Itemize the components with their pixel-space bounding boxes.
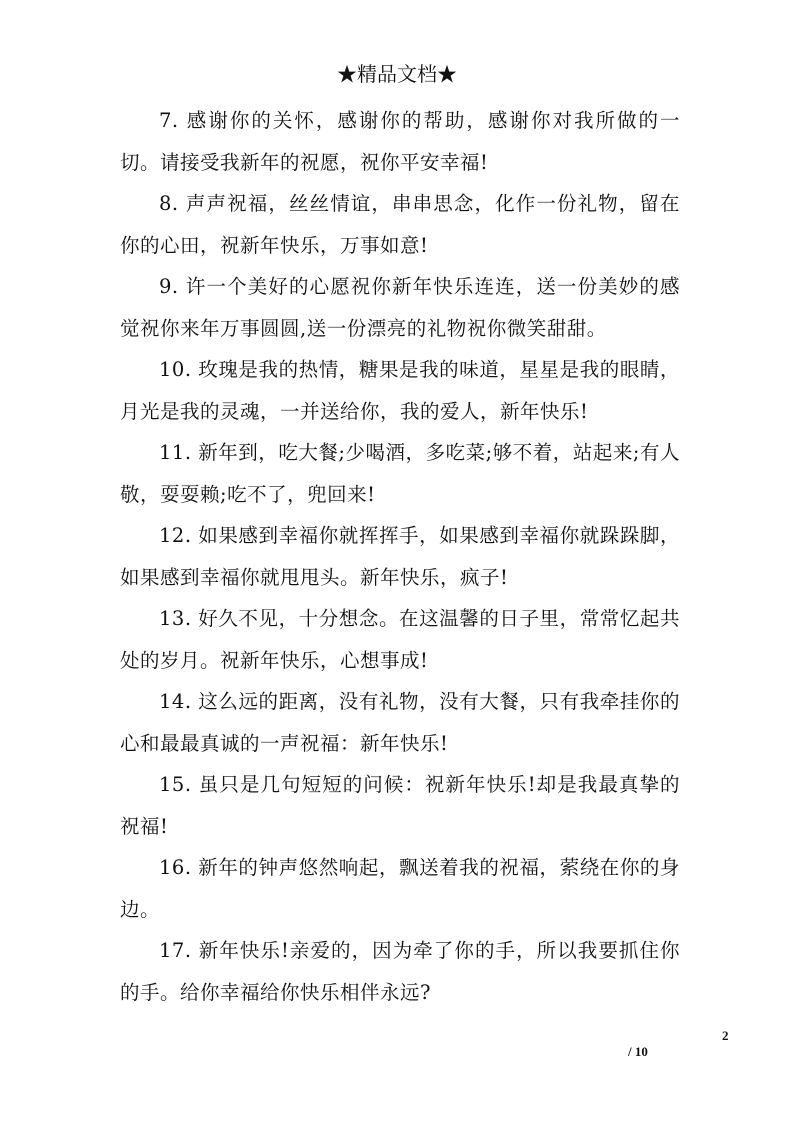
document-body — [120, 100, 680, 1013]
paragraph-7: 7. 感谢你的关怀，感谢你的帮助，感谢你对我所做的一切。请接受我新年的祝愿，祝你平安幸福! — [120, 109, 680, 174]
paragraph-13: 13. 好久不见，十分想念。在这温馨的日子里，常常忆起共处的岁月。祝新年快乐，心想事成! — [120, 607, 680, 672]
paragraph-11: 11. 新年到，吃大餐;少喝酒，多吃菜;够不着，站起来;有人敬，耍耍赖;吃不了，兜回来! — [120, 441, 680, 506]
paragraph-9: 9. 许一个美好的心愿祝你新年快乐连连，送一份美妙的感觉祝你来年万事圆圆,送一份漂亮的礼物祝你微笑甜甜。 — [120, 275, 680, 340]
paragraph-15: 15. 虽只是几句短短的问候：祝新年快乐!却是我最真挚的祝福! — [120, 773, 680, 838]
paragraph-16: 16. 新年的钟声悠然响起，飘送着我的祝福，萦绕在你的身边。 — [120, 856, 680, 921]
page-total: / 10 — [628, 1044, 648, 1059]
page-header-title: ★精品文档★ — [337, 62, 457, 86]
paragraph-17: 17. 新年快乐!亲爱的，因为牵了你的手，所以我要抓住你的手。给你幸福给你快乐相伴永远? — [120, 939, 680, 1004]
paragraph-8: 8. 声声祝福，丝丝情谊，串串思念，化作一份礼物，留在你的心田，祝新年快乐，万事如意! — [120, 192, 680, 257]
paragraph-10: 10. 玫瑰是我的热情，糖果是我的味道，星星是我的眼睛，月光是我的灵魂，一并送给你，我的爱人，新年快乐! — [120, 358, 680, 423]
paragraph-12: 12. 如果感到幸福你就挥挥手，如果感到幸福你就跺跺脚，如果感到幸福你就甩甩头。新年快乐，疯子! — [120, 524, 680, 589]
paragraph-14: 14. 这么远的距离，没有礼物，没有大餐，只有我牵挂你的心和最最真诚的一声祝福：新年快乐! — [120, 690, 680, 755]
page-number: 2 — [722, 1028, 729, 1043]
